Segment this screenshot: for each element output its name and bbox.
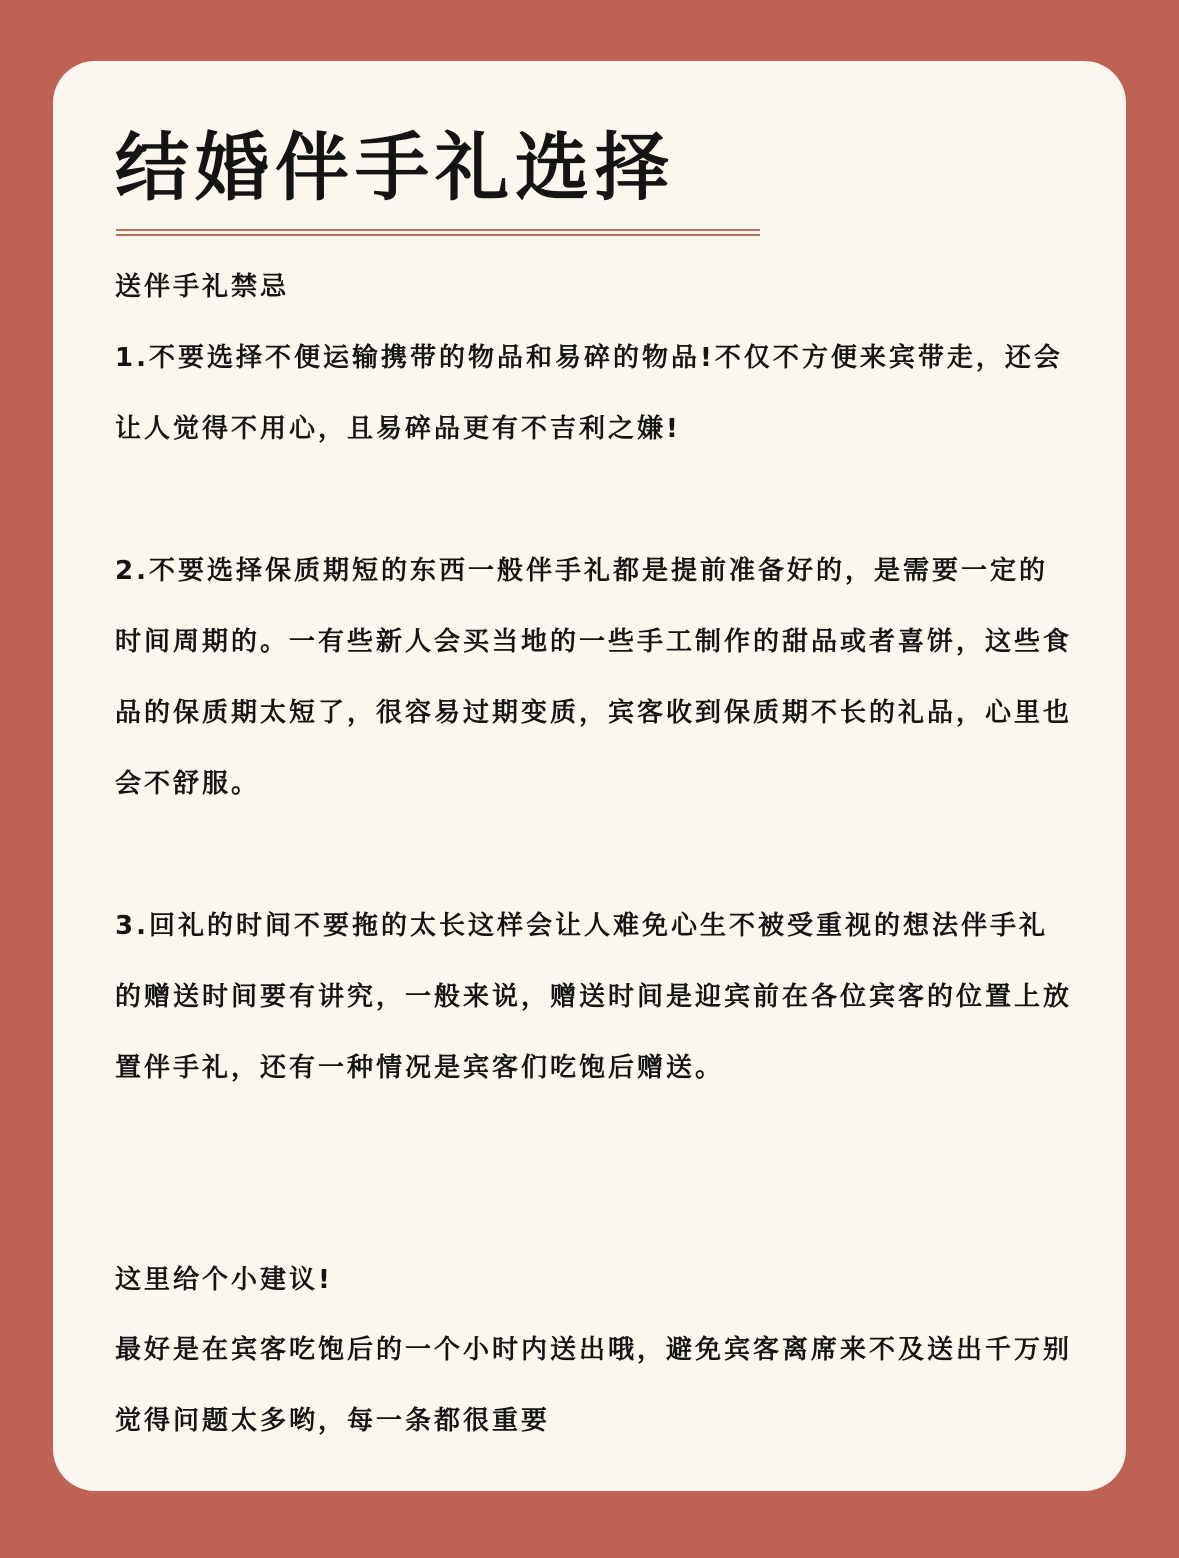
- content-card: [53, 61, 1126, 1491]
- tip-body: 最好是在宾客吃饱后的一个小时内送出哦，避免宾客离席来不及送出千万别觉得问题太多哟，每一条都很重要: [115, 1335, 1073, 1436]
- title-divider-top: [116, 229, 760, 231]
- paragraph-2: 2.不要选择保质期短的东西一般伴手礼都是提前准备好的，是需要一定的时间周期的。一有些新人会买当地的一些手工制作的甜品或者喜饼，这些食品的保质期太短了，很容易过期变质，宾客收到保质期不长的礼品，心里也会不舒服。: [115, 556, 1073, 799]
- page-title: 结婚伴手礼选择: [115, 125, 675, 211]
- title-divider-bottom: [116, 234, 760, 236]
- section-heading: 送伴手礼禁忌: [115, 272, 290, 302]
- tip-heading: 这里给个小建议!: [115, 1265, 333, 1295]
- paragraph-3: 3.回礼的时间不要拖的太长这样会让人难免心生不被受重视的想法伴手礼的赠送时间要有讲究，一般来说，赠送时间是迎宾前在各位宾客的位置上放置伴手礼，还有一种情况是宾客们吃饱后赠送。: [115, 911, 1073, 1083]
- paragraph-1: 1.不要选择不便运输携带的物品和易碎的物品!不仅不方便来宾带走，还会让人觉得不用心，且易碎品更有不吉利之嫌!: [115, 343, 1063, 444]
